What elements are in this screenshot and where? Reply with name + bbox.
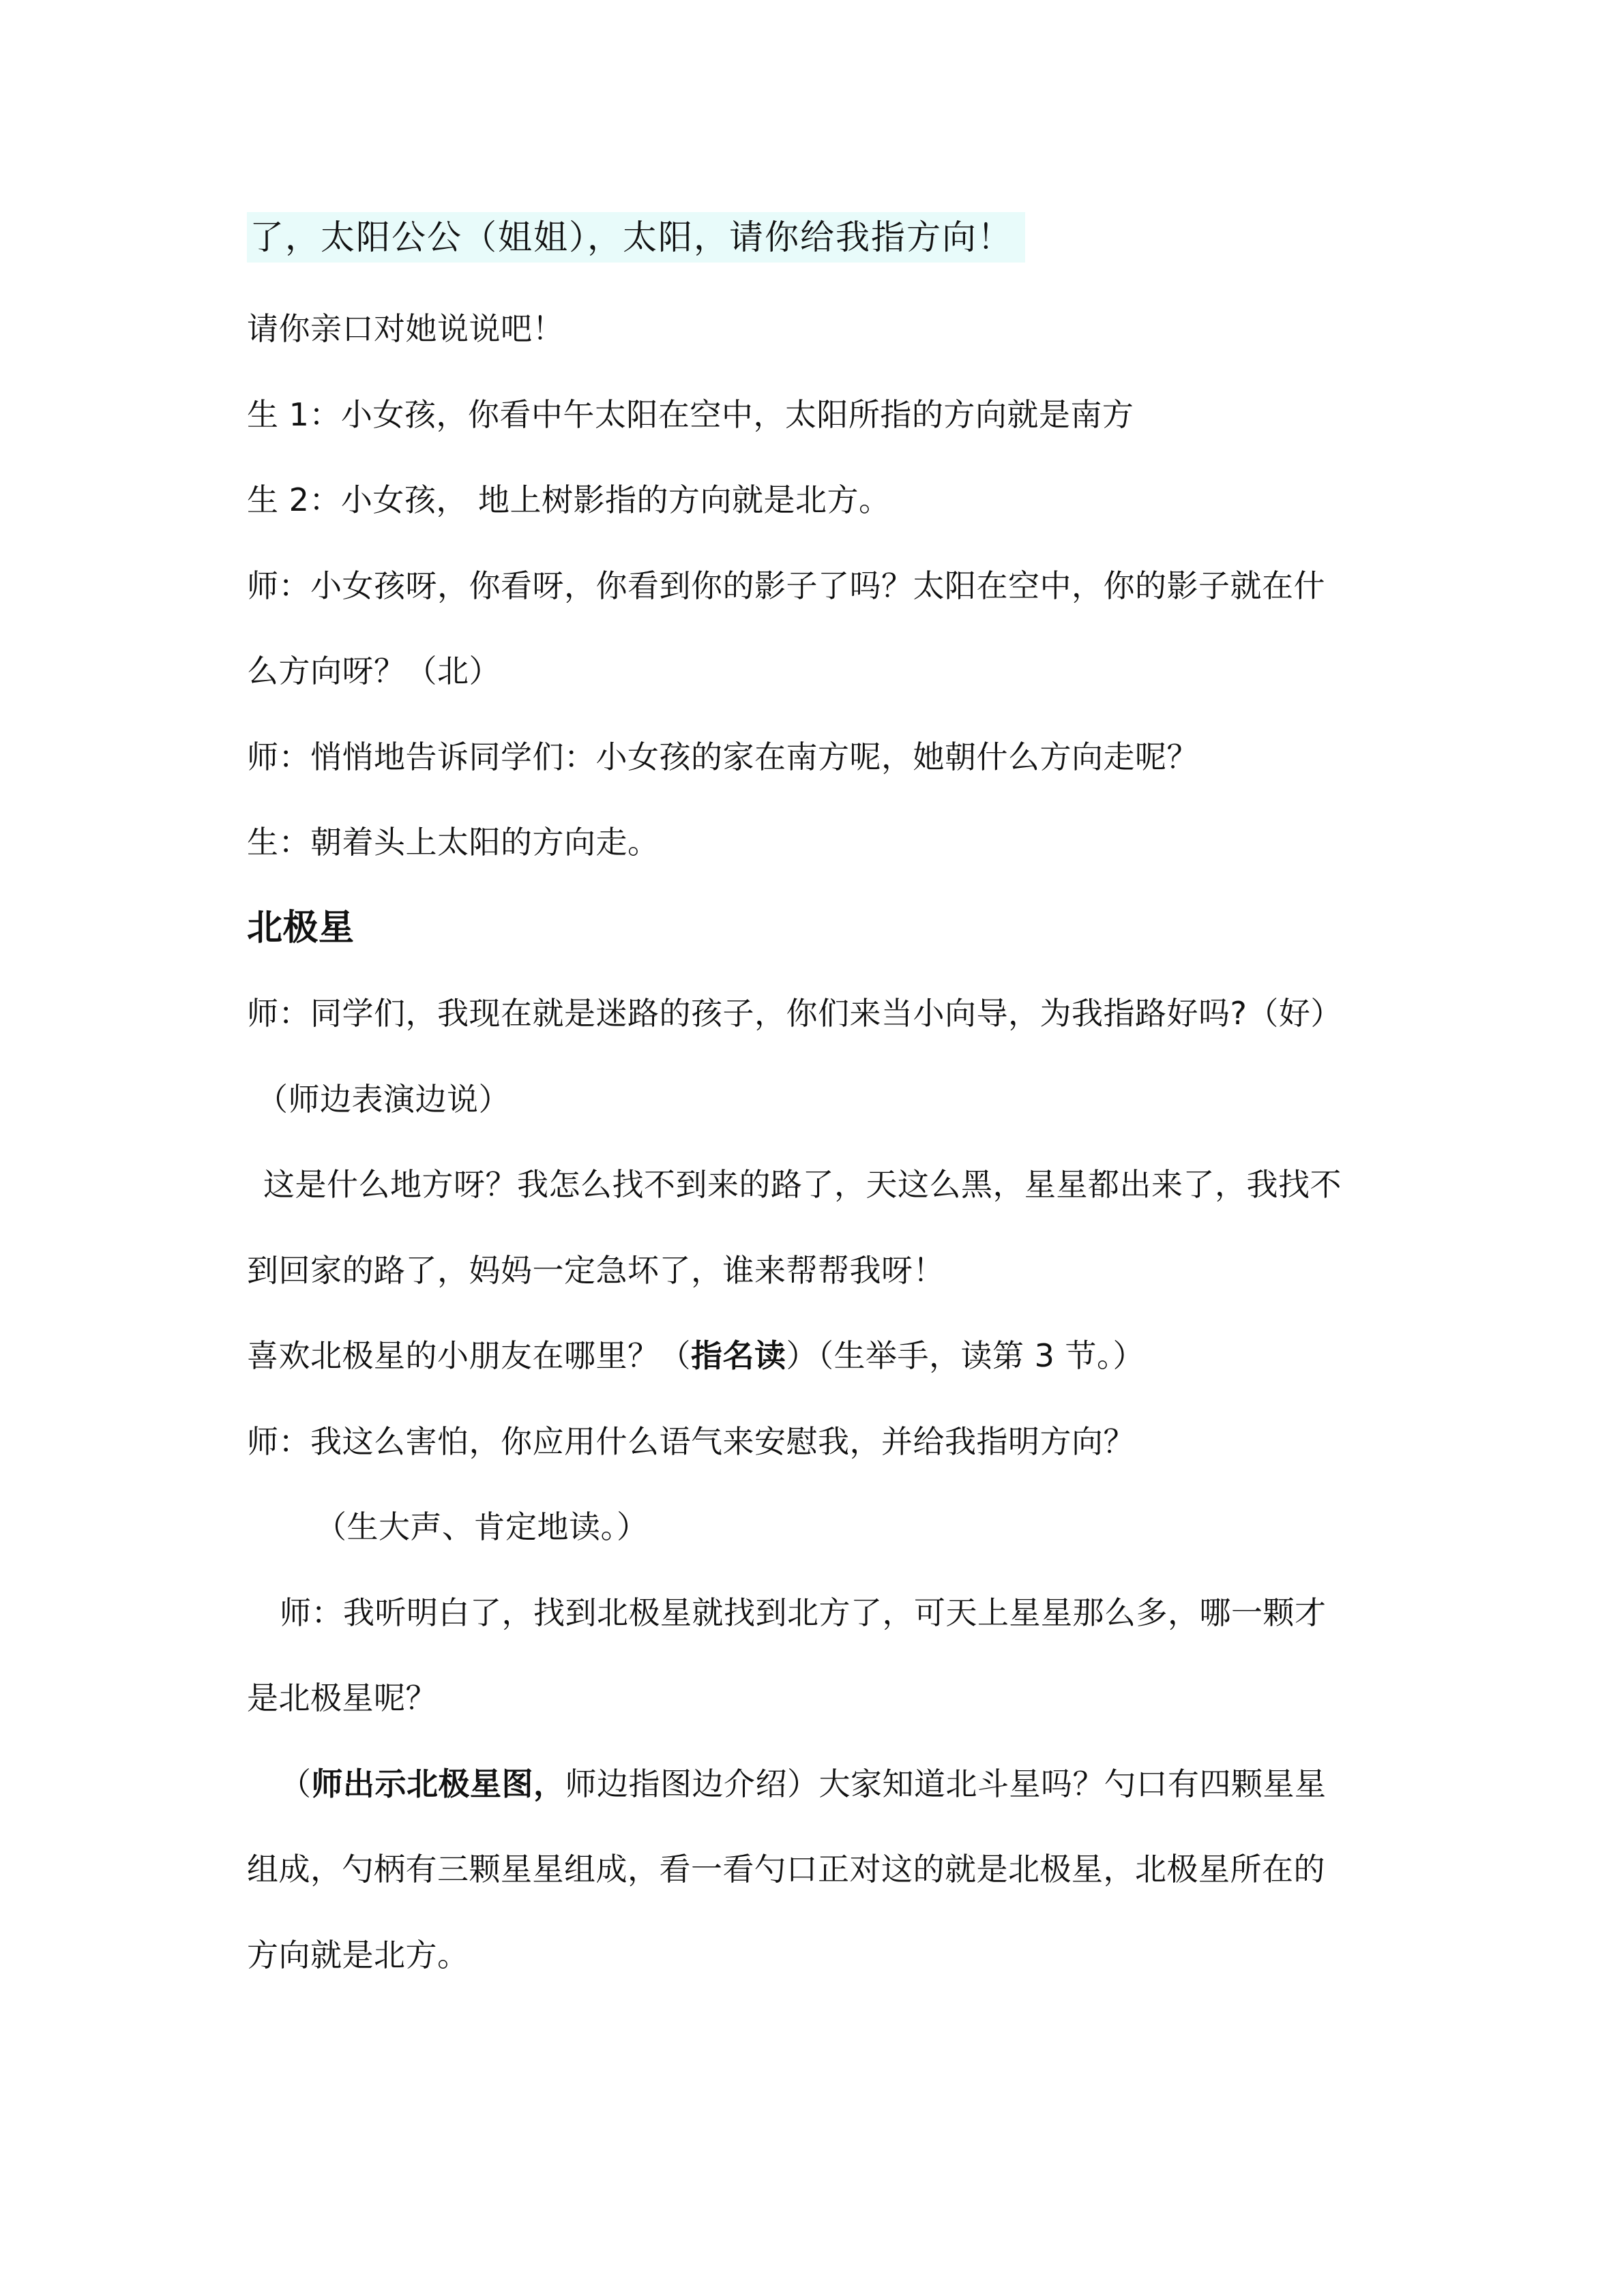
text-line: 生 1：小女孩，你看中午太阳在空中，太阳所指的方向就是南方: [247, 396, 1134, 433]
text-line: 生 2：小女孩， 地上树影指的方向就是北方。: [247, 481, 891, 518]
text-line: 请你亲口对她说说吧！: [247, 310, 564, 347]
text-line: 方向就是北方。: [247, 1937, 469, 1973]
text-line: （生大声、肯定地读。）: [315, 1508, 649, 1545]
bold-segment: 师出示北极星图，: [311, 1765, 565, 1802]
text-line: 师：同学们，我现在就是迷路的孩子，你们来当小向导，为我指路好吗?（好）: [247, 995, 1342, 1032]
text-line: 师：小女孩呀，你看呀，你看到你的影子了吗？太阳在空中，你的影子就在什: [247, 567, 1325, 604]
text-line: 师：我这么害怕，你应用什么语气来安慰我，并给我指明方向？: [247, 1423, 1135, 1460]
text-line: 师：我听明白了，找到北极星就找到北方了，可天上星星那么多，哪一颗才: [280, 1594, 1327, 1631]
text-segment: ）（生举手，读第 3 节。）: [786, 1337, 1145, 1374]
text-line: [247, 1335, 1145, 1376]
text-line: （师边表演边说）: [256, 1081, 510, 1118]
text-line: 么方向呀？（北）: [247, 653, 501, 689]
bold-segment: 指名读: [691, 1337, 786, 1374]
text-line: 师：悄悄地告诉同学们：小女孩的家在南方呢，她朝什么方向走呢？: [247, 739, 1198, 775]
text-segment: 喜欢北极星的小朋友在哪里？（: [247, 1337, 691, 1374]
text-line: 生：朝着头上太阳的方向走。: [247, 824, 660, 861]
text-line: 组成，勺柄有三颗星星组成，看一看勺口正对这的就是北极星，北极星所在的: [247, 1851, 1325, 1888]
text-line: 到回家的路了，妈妈一定急坏了，谁来帮帮我呀！: [247, 1252, 945, 1289]
highlighted-line: [247, 217, 1025, 258]
text-line: [280, 1763, 1327, 1804]
section-heading: 北极星: [247, 908, 355, 949]
text-segment: 师边指图边介绍）大家知道北斗星吗？勺口有四颗星星: [565, 1765, 1327, 1802]
text-line: 这是什么地方呀？我怎么找不到来的路了，天这么黑，星星都出来了，我找不: [263, 1166, 1342, 1203]
text-segment: （: [280, 1765, 312, 1802]
text-line: 是北极星呢？: [247, 1680, 437, 1716]
highlighted-text: 了，太阳公公（姐姐），太阳，请你给我指方向！: [247, 212, 1025, 263]
